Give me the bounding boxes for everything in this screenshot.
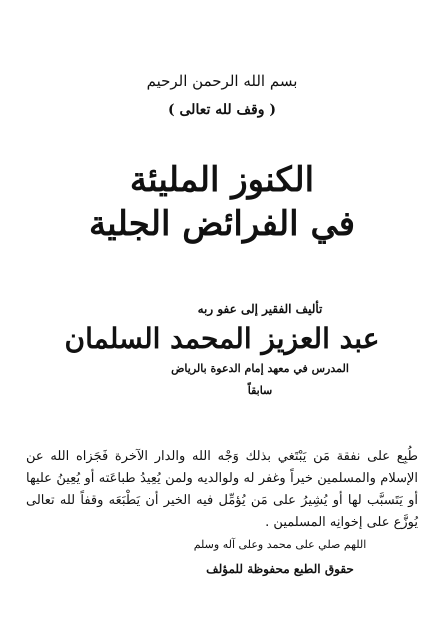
author-intro: تأليف الفقير إلى عفو ربه bbox=[197, 302, 323, 316]
dedication-paragraph: طُبِع على نفقة مَن يَبْتَغي بذلك وَجْه الله والدار الآخرة فَجَزاه الله عن الإسلام والمسلمين خيراً وغفر له ولوالديه ولمن يُعِيدُ طباعَته أو يُعِينُ عليها أو يَتَسبَّب لها أو يُشِيرُ على مَن يُؤمِّل فيه الخير أن يَطْبَعَه وقفاً لله تعالى يُوزَّع على إخوانِه المسلمين . bbox=[26, 449, 418, 530]
waqf-note: ( وقف لله تعالى ) bbox=[168, 102, 276, 118]
prayer-line: اللهم صلي على محمد وعلى آله وسلم bbox=[193, 538, 367, 551]
book-title-line-1: الكنوز المليئة bbox=[129, 160, 315, 200]
author-name: عبد العزيز المحمد السلمان bbox=[64, 322, 380, 355]
copyright-notice: حقوق الطبع محفوظة للمؤلف bbox=[206, 562, 354, 576]
author-formerly: سابقاً bbox=[247, 384, 273, 397]
author-position: المدرس في معهد إمام الدعوة بالرياض bbox=[171, 362, 349, 375]
book-title-line-2: في الفرائض الجلية bbox=[88, 204, 356, 244]
basmala: بسم الله الرحمن الرحيم bbox=[146, 72, 298, 90]
